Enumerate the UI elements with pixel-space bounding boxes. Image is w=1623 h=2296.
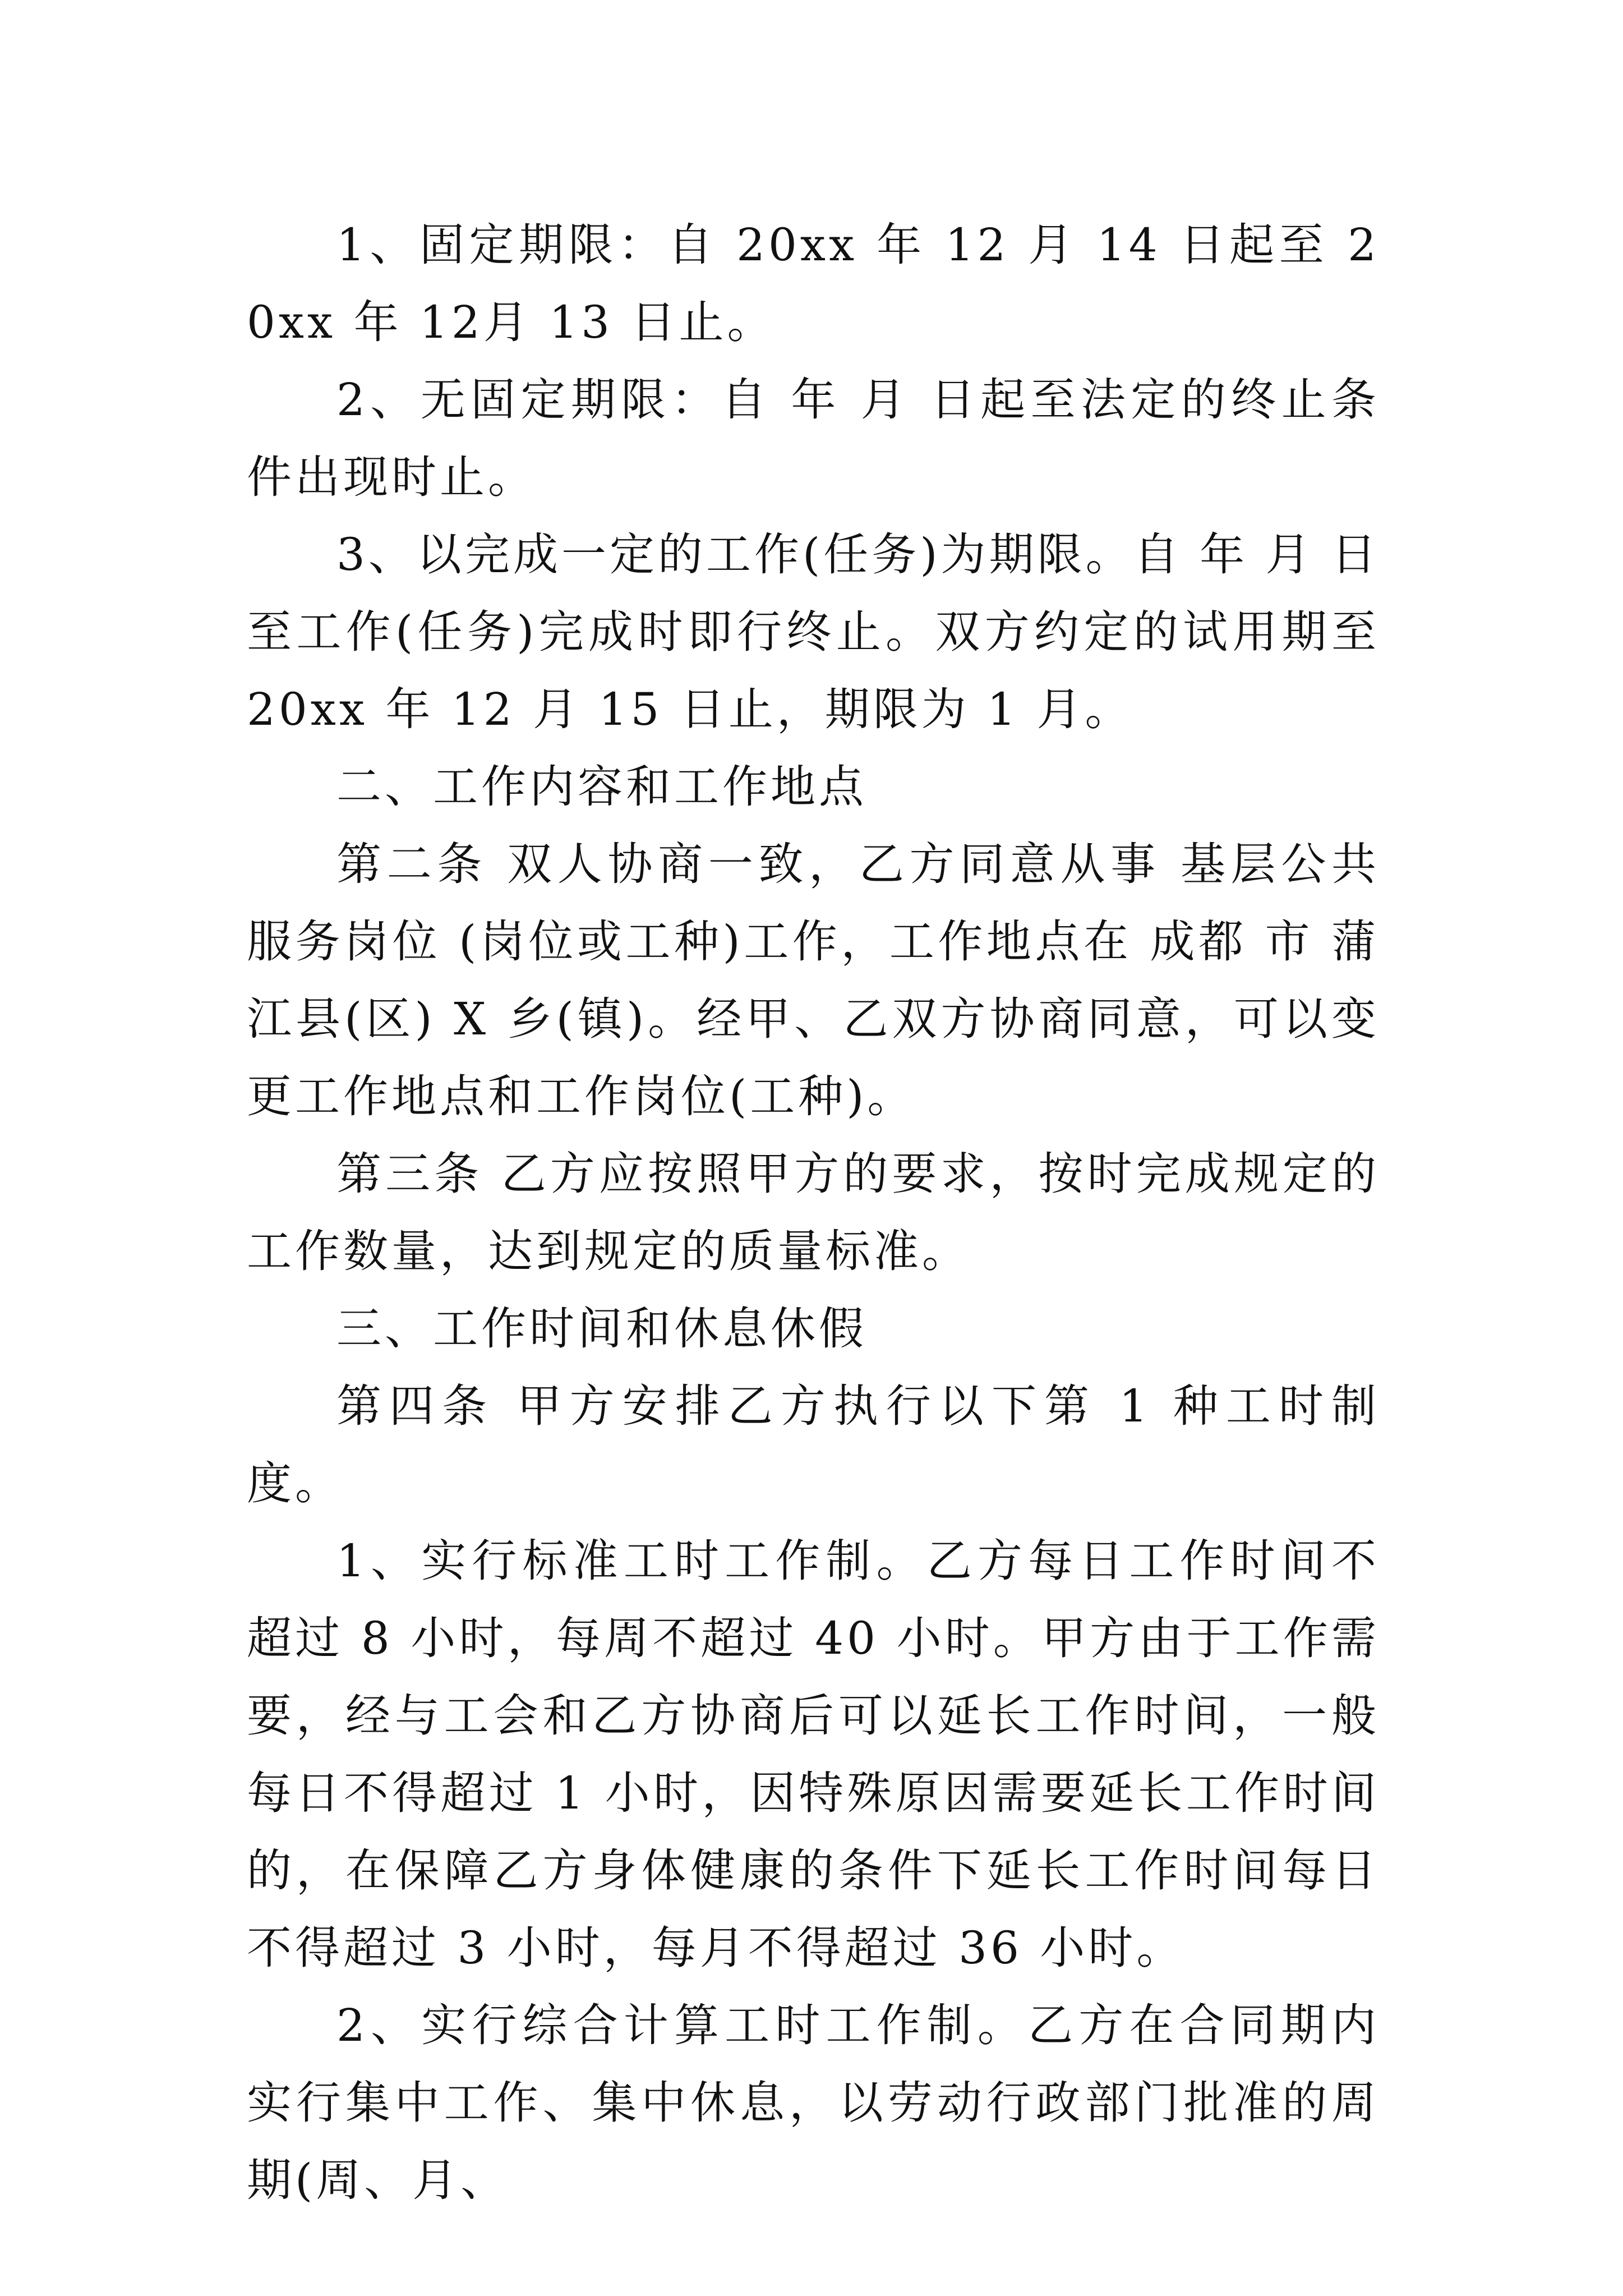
clause-standard-hours: 1、实行标准工时工作制。乙方每日工作时间不超过 8 小时，每周不超过 40 小时。甲方由于工作需要，经与工会和乙方协商后可以延长工作时间，一般每日不得超过 1 小时，因特殊原因需要延长工作时间的，在保障乙方身体健康的条件下延长工作时间每日不得超过 3 小时，每月不得超过 36 小时。 [247, 1535, 1380, 1974]
document-body [247, 206, 1380, 2219]
clause-task-term: 3、以完成一定的工作(任务)为期限。自 年 月 日至工作(任务)完成时即行终止。双方约定的试用期至 20xx 年 12 月 15 日止，期限为 1 月。 [247, 528, 1380, 735]
article-3: 第三条 乙方应按照甲方的要求，按时完成规定的工作数量，达到规定的质量标准。 [247, 1148, 1380, 1277]
clause-fixed-term: 1、固定期限：自 20xx 年 12 月 14 日起至 20xx 年 12月 13 日止。 [247, 219, 1380, 348]
clause-comprehensive-hours: 2、实行综合计算工时工作制。乙方在合同期内实行集中工作、集中休息，以劳动行政部门批准的周期(周、月、 [247, 1999, 1380, 2206]
article-2: 第二条 双人协商一致，乙方同意从事 基层公共服务岗位 (岗位或工种)工作，工作地点在 成都 市 蒲江县(区) X 乡(镇)。经甲、乙双方协商同意，可以变更工作地点和工作岗位(工种)。 [247, 838, 1380, 1122]
section-heading-work-hours: 三、工作时间和休息休假 [336, 1303, 867, 1355]
section-heading-work-content: 二、工作内容和工作地点 [336, 761, 867, 813]
article-4: 第四条 甲方安排乙方执行以下第 1 种工时制度。 [247, 1380, 1380, 1510]
clause-open-term: 2、无固定期限：自 年 月 日起至法定的终止条件出现时止。 [247, 374, 1380, 503]
